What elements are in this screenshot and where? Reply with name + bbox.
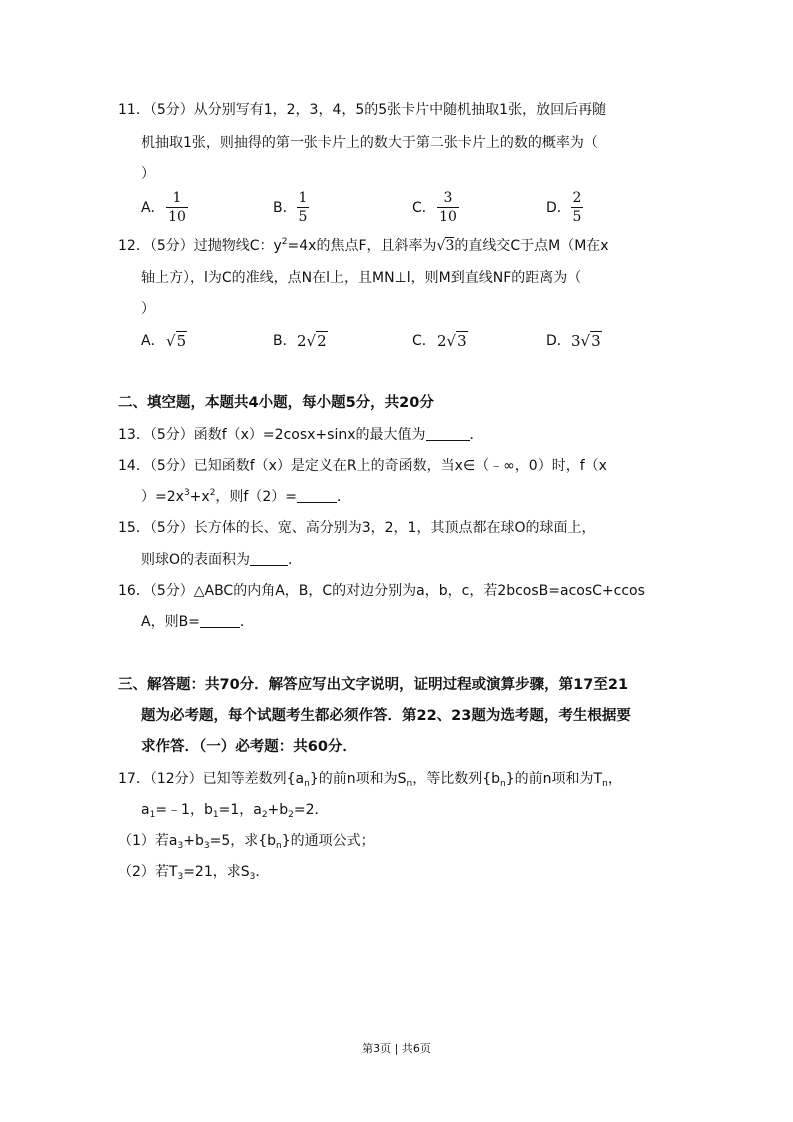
q17-part1: （1）若$a_3+b_3=5$，求$\{b_n\}$的通项公式； — [118, 833, 375, 851]
q12-line3: ） — [141, 301, 155, 317]
q16-line2: A，则B= ． — [141, 614, 254, 630]
q17-line1: 17．（12分）已知等差数列$\{a_n\}$的前n项和为$S_n$，等比数列$\{b_n\}$的前n项和为$T_n$， — [118, 771, 622, 789]
q11-option-d-fraction — [571, 191, 583, 225]
q16-line1: 16．（5分）△ABC的内角A，B，C的对边分别为a，b，c，若2bcosB=acosC+ccos — [118, 583, 645, 599]
q12-option-c-label: C． — [412, 333, 436, 349]
q12-line1-mid: =4x的焦点F，且斜率为 — [287, 238, 437, 254]
q11-option-c-label: C． — [412, 200, 436, 216]
q15-line2: 则球O的表面积为 ． — [141, 552, 303, 568]
q12-option-a-label: A． — [141, 333, 165, 349]
section3-heading-line3: 求作答．（一）必考题：共60分． — [141, 739, 357, 755]
q12-option-c-value: 2√3 — [437, 332, 467, 350]
section3-heading-line1: 三、解答题：共70分．解答应写出文字说明，证明过程或演算步骤，第17至21 — [118, 677, 629, 693]
q11-line1: 11．（5分）从分别写有1，2，3，4，5的5张卡片中随机抽取1张，放回后再随 — [118, 102, 607, 118]
q11-option-a-fraction — [166, 191, 188, 225]
q11-option-d-label: D． — [546, 200, 571, 216]
q15-line1: 15．（5分）长方体的长、宽、高分别为3，2，1，其顶点都在球O的球面上， — [118, 520, 596, 536]
numerator: 1 — [298, 190, 308, 206]
q12-option-d-value: 3√3 — [571, 332, 601, 350]
q17-part2: （2）若$T_3=21$，求$S_3$． — [118, 864, 270, 882]
section2-heading: 二、填空题，本题共4小题，每小题5分，共20分 — [118, 395, 434, 411]
numerator: 1 — [172, 190, 182, 206]
q12-option-a-value: √5 — [166, 332, 187, 350]
q11-option-b-label: B． — [273, 200, 297, 216]
denominator: 10 — [168, 209, 186, 225]
q12-option-d-label: D． — [546, 333, 571, 349]
numerator: 3 — [443, 190, 453, 206]
q12-option-b-label: B． — [273, 333, 297, 349]
q12-line1-end: 的直线交C于点M（M在x — [454, 238, 609, 254]
q12-line1 — [118, 236, 609, 256]
denominator: 5 — [298, 209, 308, 225]
q13-line: 13．（5分）函数f（x）=2cosx+sinx的最大值为 ． — [118, 427, 484, 443]
denominator: 10 — [439, 209, 457, 225]
q14-line2: ）$=2x^3+x^2$，则f（2）= ． — [141, 488, 351, 505]
q11-option-b-fraction — [297, 191, 309, 225]
page-footer: 第3页 | 共6页 — [362, 1042, 431, 1055]
q12-line1-start: 12．（5分）过抛物线C：y — [118, 238, 282, 254]
q11-option-a-label: A． — [141, 200, 165, 216]
denominator: 5 — [572, 209, 582, 225]
q12-line2: 轴上方），l为C的准线，点N在l上，且MN⊥l，则M到直线NF的距离为（ — [141, 270, 582, 286]
q12-exponent: 2 — [281, 237, 288, 247]
q11-line3: ） — [141, 166, 155, 182]
q11-line2: 机抽取1张，则抽得的第一张卡片上的数大于第二张卡片上的数的概率为（ — [141, 135, 598, 151]
q11-option-c-fraction — [437, 191, 459, 225]
numerator: 2 — [572, 190, 582, 206]
q14-line1: 14．（5分）已知函数f（x）是定义在R上的奇函数，当x∈（﹣∞，0）时，f（x — [118, 458, 607, 474]
section3-heading-line2: 题为必考题，每个试题考生都必须作答．第22、23题为选考题，考生根据要 — [141, 708, 631, 724]
q12-option-b-value: 2√2 — [297, 332, 327, 350]
q17-line2: $a_1=﹣1$，$b_1=1$，$a_2+b_2=2$． — [141, 802, 329, 820]
q12-slope-radical: √3 — [436, 238, 455, 254]
